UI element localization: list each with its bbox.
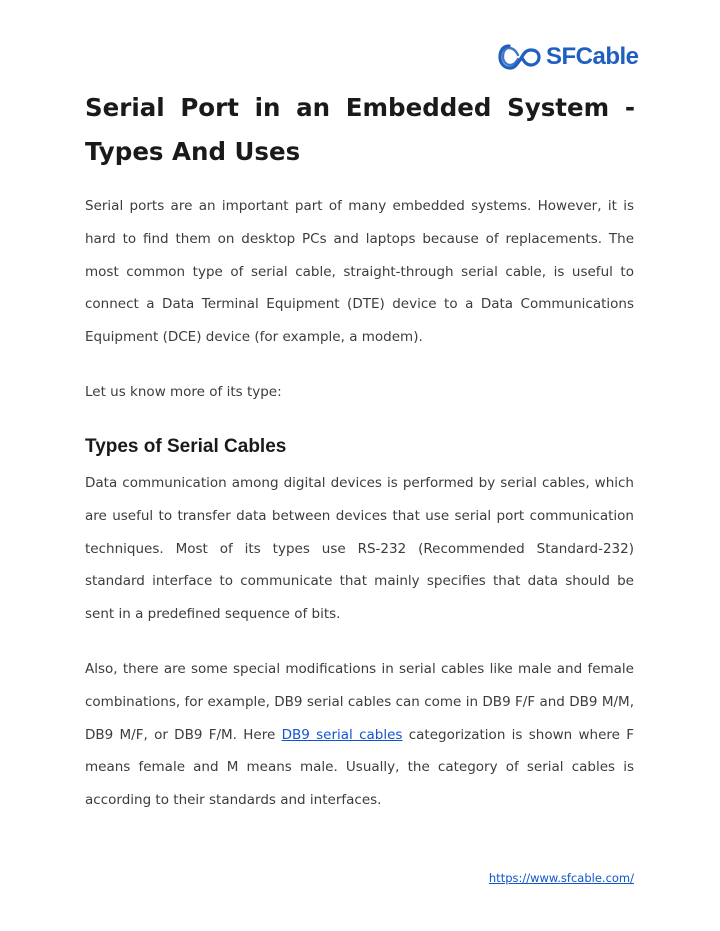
page-title: Serial Port in an Embedded System - Types And Uses	[85, 93, 635, 166]
section-paragraph-2	[85, 653, 634, 817]
brand-logo[interactable]	[498, 41, 639, 73]
intro-paragraph: Serial ports are an important part of many embedded systems. However, it is hard to find them on desktop PCs and laptops because of replacements. The most common type of serial cable, straight-through serial cable, is useful to connect a Data Terminal Equipment (DTE) device to a Data Communications Equipment (DCE) device (for example, a modem).	[85, 198, 634, 346]
sfcable-logo-icon	[498, 41, 542, 73]
paragraph-text-before-link: Also, there are some special modifications in serial cables like male and female combinations, for example, DB9 serial cables can come in DB9 F/F and DB9 M/M, DB9 M/F, or DB9 F/M. Here	[85, 661, 634, 743]
paragraph-text-after-link: categorization is shown where F means female and M means male. Usually, the category of serial cables is according to their standards and interfaces.	[85, 726, 634, 809]
logo-wordmark: SFCable	[546, 43, 639, 70]
footer-website-link[interactable]: https://www.sfcable.com/	[488, 871, 634, 885]
section-paragraph-1: Data communication among digital devices is performed by serial cables, which are useful to transfer data between devices that use serial port communication techniques. Most of its types use RS-232 (Recommended Standard-232) standard interface to communicate that mainly specifies that data should be sent in a predefined sequence of bits.	[85, 475, 634, 623]
db9-serial-cables-link[interactable]: DB9 serial cables	[281, 726, 403, 743]
section-heading: Types of Serial Cables	[85, 436, 287, 457]
lead-in-paragraph: Let us know more of its type:	[85, 384, 282, 400]
